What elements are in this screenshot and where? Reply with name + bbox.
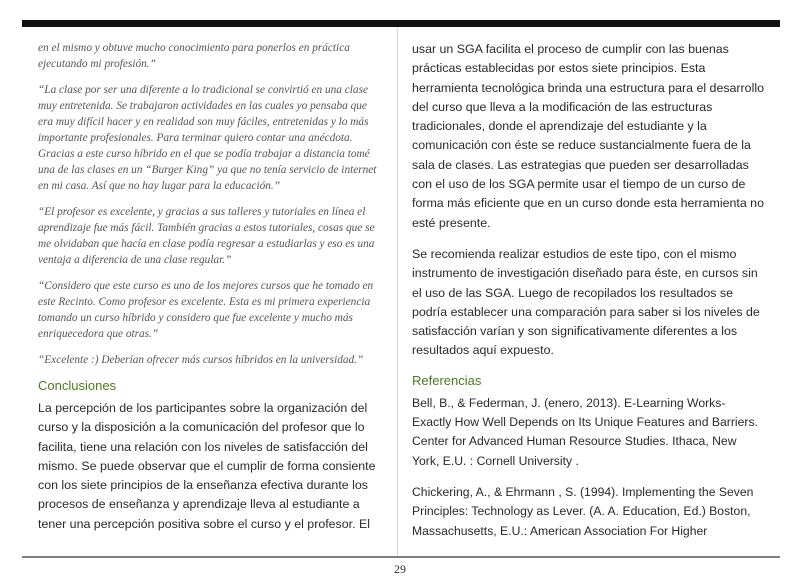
page-number: 29 [394,562,406,576]
bottom-rule [22,556,780,558]
quote-4: “Considero que este curso es uno de los mejores cursos que he tomado en este Recinto. Como profesor es excelente. Esta es mi primera experiencia tomando un curso híbrido y considero que fue excelente y mucho más enriquecedora que otras.” [38,280,374,340]
right-column [412,40,764,553]
left-column [38,40,380,546]
right-paragraph-2: Se recomienda realizar estudios de este tipo, con el mismo instrumento de investigación diseñado para éste, en cursos sin el uso de las SGA. Luego de recopilados los resultados se podría establecer una comparación para saber si los niveles de satisfacción varían y son significativamente diferentes a los resultados aquí expuesto. [412,246,760,358]
references-heading: Referencias [412,372,482,388]
right-paragraph-1: usar un SGA facilita el proceso de cumplir con las buenas prácticas establecidas por estos siete principios. Esta herramienta tecnológica brinda una estructura para el desarrollo del curso que lleva a la modificación de las estructuras tradicionales, donde el aprendizaje del estudiante y la comunicación con éste se reduce sustancialmente fuera de la sala de clases. Las estrategias que pueden ser desarrolladas con el uso de los SGA permite usar el tiempo de un curso de forma más eficiente que en un curso donde esta herramienta no esté presente. [412,42,764,230]
conclusions-heading: Conclusiones [38,378,117,393]
quote-2: “La clase por ser una diferente a lo tradicional se convirtió en una clase muy entretenida. Se trabajaron actividades en las cuales yo pensaba que era muy difícil hacer y en realidad son muy fáciles, entretenidas y lo más importante profesionales. Para terminar quiero contar una anécdota. Gracias a este curso híbrido en el que se podía trabajar a distancia tomé una de las clases en un “Burger King” ya que no tenía servicio de internet en mi casa. Así que no hay lugar para la educación.” [38,84,377,192]
reference-item: Bell, B., & Federman, J. (enero, 2013). E-Learning Works-Exactly How Well Depends on Its Unique Features and Barriers. Center for Advanced Human Resource Studies. Ithaca, New York, E.U. : Cornell University . [412,395,758,468]
reference-item: Chickering, A., & Ehrmann , S. (1994). Implementing the Seven Principles: Technology as Lever. (A. A. Education, Ed.) Boston, Massachusetts, E.U.: American Association For Higher [412,484,754,538]
conclusions-paragraph: La percepción de los participantes sobre la organización del curso y la disposición a la comunicación del profesor que lo facilita, tiene una relación con los niveles de satisfacción del mismo. Se puede observar que el cumplir de forma consiente con los siete principios de la enseñanza efectiva durante los procesos de enseñanza y aprendizaje lleva al estudiante a tener una percepción positiva sobre el curso y el profesor. El [38,401,376,531]
quote-1: en el mismo y obtuve mucho conocimiento para ponerlos en práctica ejecutando mi profesión.” [38,42,350,70]
quote-3: “El profesor es excelente, y gracias a sus talleres y tutoriales en línea el aprendizaje fue más fácil. También gracias a estos tutoriales, cosas que se me olvidaban que hacía en clase podía regresar a estudiarlas y eso es una ventaja a diferencia de una clase regular.” [38,206,375,266]
column-divider [397,27,398,557]
top-rule [22,20,780,27]
quote-5: “Excelente :) Deberían ofrecer más cursos híbridos en la universidad.” [38,354,364,366]
